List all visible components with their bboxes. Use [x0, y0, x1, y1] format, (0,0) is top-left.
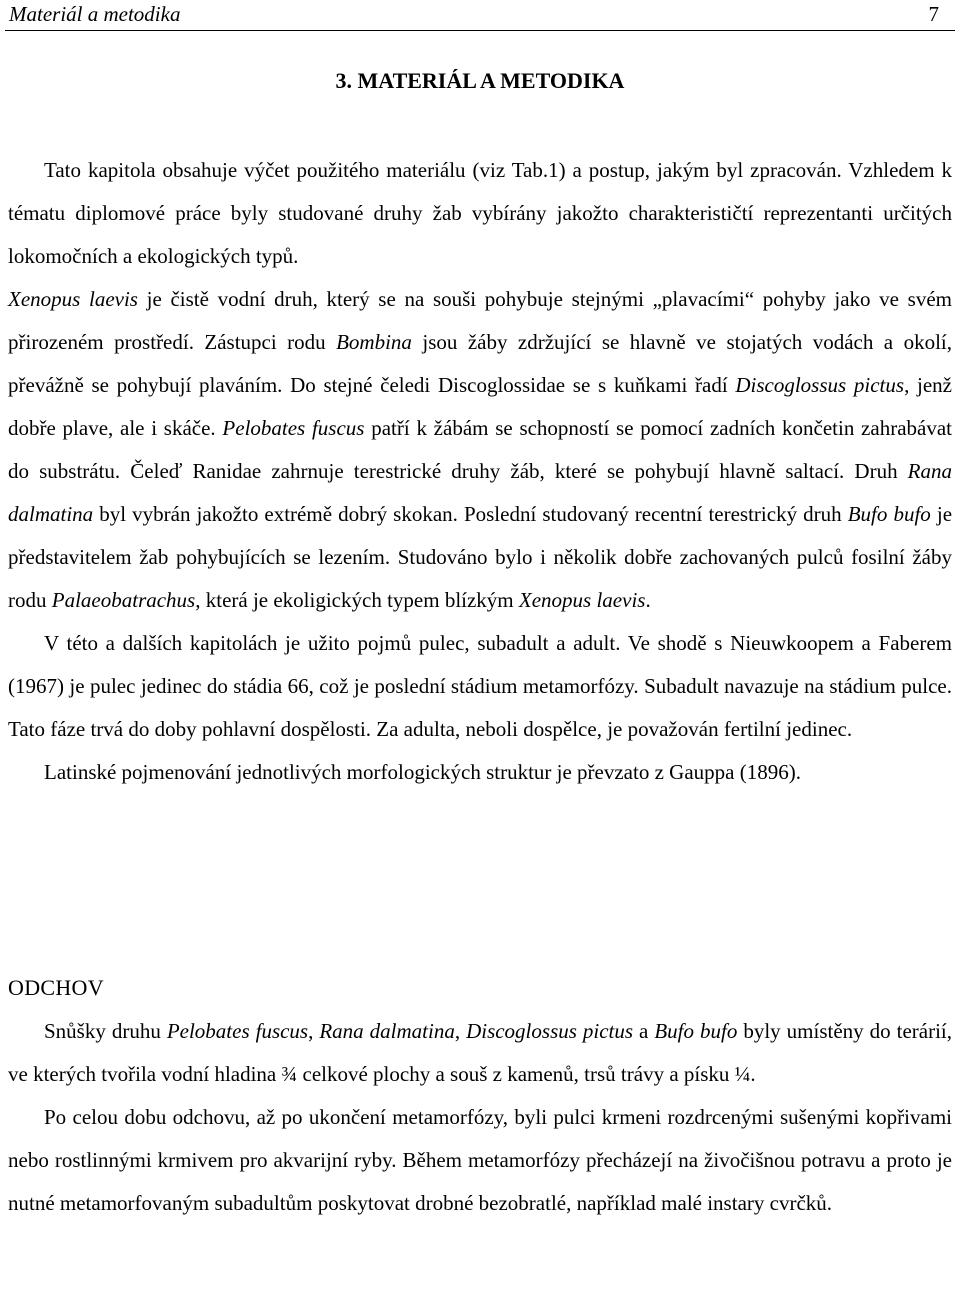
paragraph-species — [8, 278, 952, 622]
species-name: Rana dalmatina — [319, 1019, 455, 1043]
text-run: Snůšky druhu — [44, 1019, 167, 1043]
species-name: Discoglossus pictus — [466, 1019, 634, 1043]
paragraph-terms — [8, 622, 952, 751]
text-run: , — [454, 1019, 467, 1043]
species-name: Xenopus laevis — [518, 588, 646, 612]
text-run: , jenž dobře plave, ale i skáče. — [8, 373, 952, 440]
chapter-title: 3. MATERIÁL A METODIKA — [335, 68, 625, 93]
text-run: je představitelem žab pohybujících se lezením. Studováno bylo i několik dobře zachovaných pulců fosilní žáby rodu — [8, 502, 953, 612]
paragraph-feeding — [8, 1096, 952, 1225]
section-heading-odchov: ODCHOV — [8, 975, 104, 1000]
text-run: , — [308, 1019, 320, 1043]
text-run: V této a dalších kapitolách je užito pojmů pulec, subadult a adult. Ve shodě s Nieuwkoopem a Faberem (1967) je pulec jedinec do stádia 66, což je poslední stádium metamorfózy. Subadult navazuje na stádium pulce. Tato fáze trvá do doby pohlavní dospělosti. Za adulta, neboli dospělce, je považován fertilní jedinec. — [8, 631, 952, 741]
paragraph-nomenclature — [8, 751, 952, 794]
running-header — [5, 0, 955, 31]
text-run: byl vybrán jakožto extrémě dobrý skokan. Poslední studovaný recentní terestrický druh — [93, 502, 848, 526]
text-run: jsou žáby zdržující se hlavně ve stojatých vodách a okolí, převážně se pohybují plaváním. Do stejné čeledi Discoglossidae se s kuňkami řadí — [8, 330, 952, 397]
text-run: byly umístěny do terárií, ve kterých tvořila vodní hladina ¾ celkové plochy a souš z kamenů, trsů trávy a písku ¼. — [8, 1019, 952, 1086]
text-run: Po celou dobu odchovu, až po ukončení metamorfózy, byli pulci krmeni rozdrcenými sušenými kopřivami nebo rostlinnými krmivem pro akvarijní ryby. Během metamorfózy přecházejí na živočišnou potravu a proto je nutné metamorfovaným subadultům poskytovat drobné bezobratlé, například malé instary cvrčků. — [8, 1105, 952, 1215]
species-name: Discoglossus pictus — [735, 373, 905, 397]
text-run: , která je ekoligických typem blízkým — [195, 588, 519, 612]
species-name: Bombina — [336, 330, 412, 354]
page-number: 7 — [928, 2, 939, 26]
species-name: Palaeobatrachus — [51, 588, 196, 612]
species-name: Xenopus laevis — [8, 287, 138, 311]
text-run: je čistě vodní druh, který se na souši pohybuje stejnými „plavacími“ pohyby jako ve svém přirozeném prostředí. Zástupci rodu — [8, 287, 952, 354]
main-body-text — [8, 149, 952, 794]
text-run: Latinské pojmenování jednotlivých morfologických struktur je převzato z Gauppa (1896). — [44, 760, 801, 784]
text-run: a — [633, 1019, 655, 1043]
species-name: Rana dalmatina — [8, 459, 952, 526]
text-run: Tato kapitola obsahuje výčet použitého materiálu (viz Tab.1) a postup, jakým byl zpracován. Vzhledem k tématu diplomové práce byly studované druhy žab vybírány jakožto charakterističtí reprezentanti určitých lokomočních a ekologických typů. — [8, 158, 952, 268]
text-run: . — [645, 588, 651, 612]
species-name: Pelobates fuscus — [222, 416, 365, 440]
paragraph-clutches — [8, 1010, 952, 1096]
species-name: Bufo bufo — [654, 1019, 738, 1043]
paragraph-intro — [8, 149, 952, 278]
species-name: Bufo bufo — [847, 502, 931, 526]
odchov-body-text — [8, 1010, 952, 1225]
running-header-title: Materiál a metodika — [9, 2, 181, 26]
text-run: patří k žábám se schopností se pomocí zadních končetin zahrabávat do substrátu. Čeleď Ranidae zahrnuje terestrické druhy žáb, které se pohybují hlavně saltací. Druh — [8, 416, 952, 483]
species-name: Pelobates fuscus — [166, 1019, 309, 1043]
